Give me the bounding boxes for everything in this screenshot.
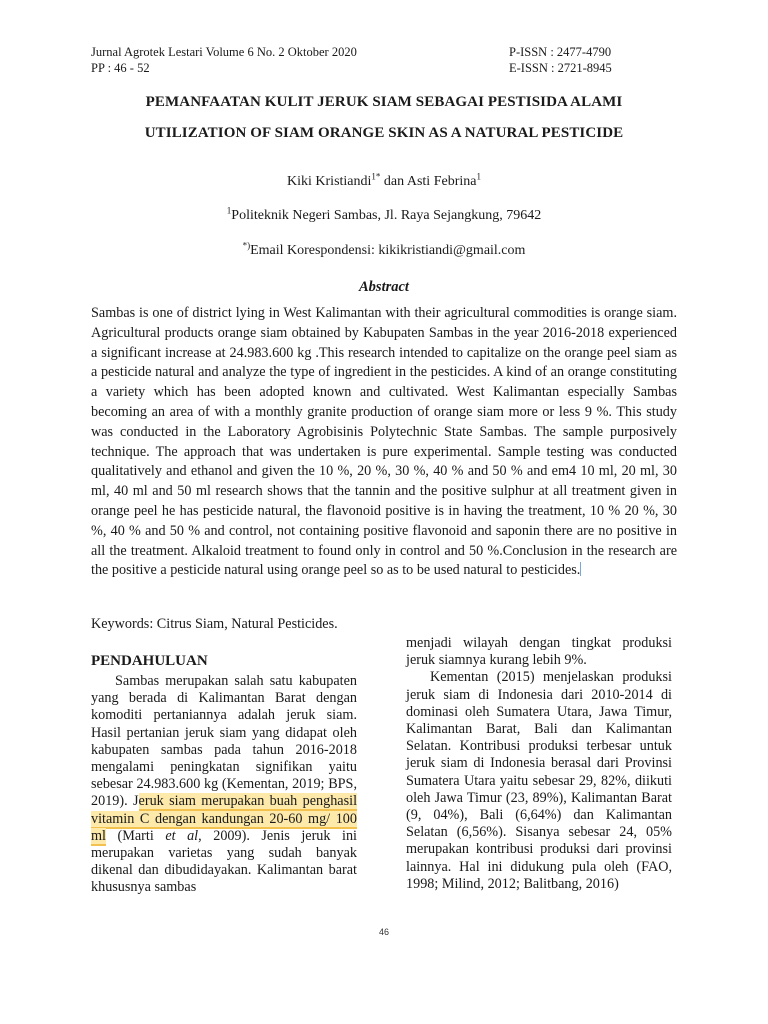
text-cursor	[580, 562, 581, 576]
left-column	[91, 652, 357, 897]
keywords-line: Keywords: Citrus Siam, Natural Pesticides.	[91, 616, 338, 632]
author-1: Kiki Kristiandi	[287, 174, 372, 189]
affiliation-text: Politeknik Negeri Sambas, Jl. Raya Sejangkung, 79642	[231, 208, 542, 223]
intro-text-start: Sambas merupakan salah satu kabupaten yang berada di Kalimantan Barat dengan komoditi pertaniannya adalah jeruk siam. Hasil pertanian jeruk siam yang didapat oleh kabupaten sambas pada tahun 2016-2018 mengalami peningkatan signifikan yaitu sebesar 24.983.600 kg (Kementan, 2019; BPS, 2019). J	[91, 673, 357, 810]
affiliation-sup: 1	[226, 205, 232, 216]
author-separator: dan	[380, 174, 407, 189]
citation-et-al: et al	[165, 827, 199, 844]
kementan-paragraph: Kementan (2015) menjelaskan produksi jeruk siam di Indonesia dari 2010-2014 di dominasi oleh Sumatera Utara, Jawa Timur, Kalimantan Barat, Bali dan Kalimantan Selatan. Kontribusi produksi terbesar untuk jeruk siam di Indonesia berasal dari Provinsi Sumatera Utara yaitu sebesar 29, 82%, diikuti oleh Jawa Timur (23, 89%), Kalimantan Barat (9, 04%), Bali (6,64%) dan Kalimantan Selatan (6,56%). Sisanya sebesar 24, 05% merupakan kontribusi produksi dari provinsi lainnya. Hal ini didukung pula oleh (FAO, 1998; Milind, 2012; Balitbang, 2016)	[406, 669, 672, 892]
page-number: 46	[378, 927, 389, 937]
intro-text-end: , 2009). Jenis jeruk ini merupakan varietas yang sudah banyak dikenal dan dibudidayakan. Kalimantan barat khususnya sambas	[91, 827, 357, 896]
abstract-text: Sambas is one of district lying in West Kalimantan with their agricultural commodities is orange siam. Agricultural products orange siam obtained by Kabupaten Sambas in the year 2016-2018 experienced a significant increase at 24.983.600 kg .This research intended to capitalize on the orange peel siam as a pesticide natural and analyze the type of ingredient in the pesticides. A kind of an orange constituting a variety which has been adopted known and cultivated. West Kalimantan especially Sambas becoming an area of with a monthly granite production of orange siam more or less 9 %. This study was conducted in the Laboratory Agrobisinis Polytechnic State Sambas. The sample purposively technique. The approach that was undertaken is pure experimental. Sample testing was conducted qualitatively and ethanol and given the 10 %, 20 %, 30 %, 40 % and 50 % and em4 10 ml, 20 ml, 30 ml, 40 ml and 50 ml research shows that the tannin and the positive sulphur at all treatment given in orange peel he has pesticide natural, the flavonoid positive is in having the treatment, 10 % 20 %, 30 %, 40 % and 50 % and control, not containing positive flavonoid and saponin there are no positive in all the treatment. Alkaloid treatment to found only in control and 50 %.Conclusion in the research are the positive a pesticide natural using orange peel so as to be used natural to pesticides.	[91, 305, 677, 579]
author-2-sup: 1	[476, 171, 481, 182]
title-indonesian: PEMANFAATAN KULIT JERUK SIAM SEBAGAI PESTISIDA ALAMI	[145, 94, 623, 110]
affiliation-line	[0, 205, 768, 224]
citation-start: (Marti	[105, 827, 166, 844]
authors-line	[0, 171, 768, 190]
header-left	[91, 44, 357, 76]
abstract-heading: Abstract	[359, 279, 409, 295]
e-issn: E-ISSN : 2721-8945	[509, 61, 612, 75]
continued-paragraph: menjadi wilayah dengan tingkat produksi jeruk siamnya kurang lebih 9%.	[406, 635, 672, 669]
journal-name: Jurnal Agrotek Lestari Volume 6 No. 2 Oktober 2020	[91, 45, 357, 59]
email-line	[0, 240, 768, 259]
title-english: UTILIZATION OF SIAM ORANGE SKIN AS A NATURAL PESTICIDE	[144, 125, 624, 141]
intro-paragraph	[91, 673, 357, 897]
author-2: Asti Febrina	[406, 174, 477, 189]
email-text: Email Korespondensi: kikikristiandi@gmail.com	[250, 243, 526, 258]
right-column	[406, 635, 672, 893]
page-range: PP : 46 - 52	[91, 61, 150, 75]
p-issn: P-ISSN : 2477-4790	[509, 45, 612, 59]
highlighted-text: eruk siam merupakan buah penghasil vitamin C dengan kandungan 20-60 mg/ 100 ml	[91, 793, 358, 844]
email-sup: *)	[242, 240, 251, 251]
author-1-sup: 1*	[371, 171, 381, 182]
section-heading: PENDAHULUAN	[91, 653, 208, 669]
header-right	[509, 44, 612, 76]
abstract-body	[91, 304, 677, 581]
